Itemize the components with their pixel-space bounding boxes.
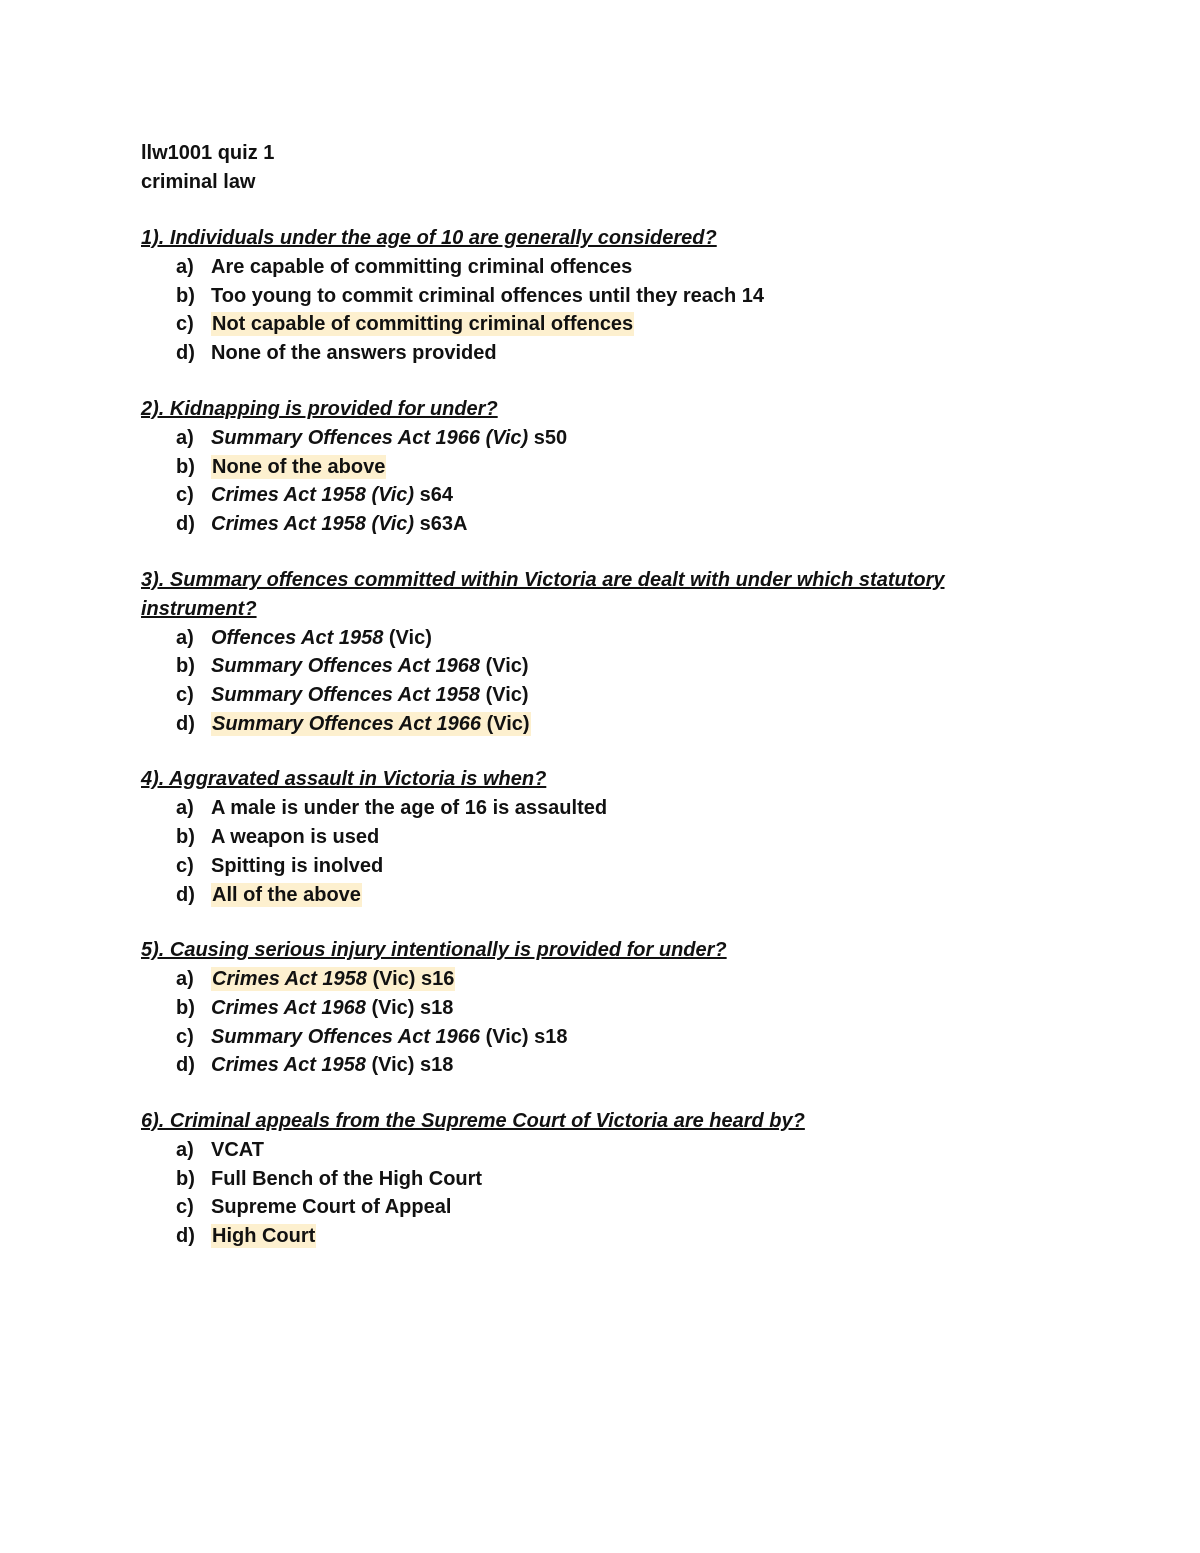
option-item [141,253,1041,282]
option-item [141,652,1041,681]
question-text: 1). Individuals under the age of 10 are generally considered? [141,227,717,249]
spacer [141,909,1041,936]
option-item [141,481,1041,510]
option-text-wrap [211,826,379,848]
question-text: 6). Criminal appeals from the Supreme Court of Victoria are heard by? [141,1110,805,1133]
option-text: A weapon is used [211,826,380,849]
spacer [141,197,1041,224]
option-text: All of the above [212,883,361,906]
option-text-wrap [211,627,432,649]
option-list [141,794,1041,909]
option-letter: b) [176,455,195,478]
option-item [141,453,1041,482]
option-item [141,624,1041,653]
option-item [141,1023,1041,1052]
correct-answer-highlight [211,312,634,336]
option-text: (Vic) [480,655,529,678]
option-letter: b) [176,1167,195,1190]
option-text: (Vic) [481,712,530,735]
option-letter: a) [176,1139,194,1162]
spacer [141,1080,1041,1107]
option-letter: a) [176,968,194,991]
option-text: High Court [212,1225,316,1248]
option-item [141,510,1041,539]
act-name: Summary Offences Act 1966 [211,1025,481,1048]
option-item [141,310,1041,339]
option-text: (Vic) s18 [365,996,454,1019]
option-letter: a) [176,626,194,649]
option-item [141,1193,1041,1222]
document-subtitle: criminal law [141,171,256,193]
act-name: Crimes Act 1958 [211,1054,366,1077]
option-letter: d) [176,512,195,535]
option-text-wrap [211,684,529,706]
option-item [141,994,1041,1023]
option-text: None of the answers provided [211,342,497,365]
act-name: Crimes Act 1958 (Vic) [211,484,415,507]
option-letter: c) [176,1196,194,1219]
option-letter: b) [176,826,195,849]
option-item [141,282,1041,311]
option-text: s63A [414,512,468,535]
option-item [141,710,1041,739]
option-text: s64 [414,484,453,507]
act-name: Summary Offences Act 1968 [211,655,481,678]
question-block [141,936,1041,1107]
option-letter: d) [176,1225,195,1248]
question-block [141,1107,1041,1251]
option-letter: c) [176,1025,194,1048]
option-item [141,852,1041,881]
question-block [141,566,1041,766]
option-item [141,794,1041,823]
option-text: (Vic) s18 [480,1025,568,1048]
option-letter: d) [176,712,195,735]
option-item [141,339,1041,368]
option-text: Not capable of committing criminal offences [212,313,634,336]
option-text: Full Bench of the High Court [211,1167,483,1190]
option-item [141,965,1041,994]
option-text-wrap [211,797,607,819]
option-letter: c) [176,484,194,507]
option-text: None of the above [212,455,386,478]
option-text-wrap [211,256,632,278]
option-item [141,1136,1041,1165]
option-letter: a) [176,426,194,449]
correct-answer-highlight [211,455,386,479]
option-text-wrap [211,342,497,364]
act-name: Crimes Act 1968 [211,996,366,1019]
option-text-wrap [211,855,383,877]
option-text: (Vic) [480,684,529,707]
option-text: (Vic) s18 [365,1054,454,1077]
option-item [141,823,1041,852]
option-list [141,253,1041,368]
option-text: s50 [528,426,568,449]
option-list [141,1136,1041,1251]
option-item [141,1165,1041,1194]
option-list [141,624,1041,739]
option-item [141,881,1041,910]
act-name: Summary Offences Act 1958 [211,684,481,707]
option-text-wrap [211,513,467,535]
option-letter: c) [176,854,194,877]
option-text-wrap [211,1168,482,1190]
option-text-wrap [211,1026,568,1048]
option-text: Are capable of committing criminal offences [211,256,633,278]
option-letter: c) [176,313,194,336]
spacer [141,368,1041,395]
option-text: A male is under the age of 16 is assaulted [211,797,608,820]
question-block [141,224,1041,395]
question-text: 3). Summary offences committed within Victoria are dealt with under which statutory instrument? [141,568,945,620]
correct-answer-highlight [211,883,362,907]
option-text-wrap [211,655,529,677]
spacer [141,539,1041,566]
question-text: 4). Aggravated assault in Victoria is when? [141,768,547,791]
option-text: VCAT [211,1139,264,1162]
option-letter: a) [176,797,194,820]
option-text-wrap [211,427,567,449]
option-letter: a) [176,256,194,278]
option-text-wrap [211,484,453,506]
act-name: Crimes Act 1958 [212,968,367,991]
document-title: llw1001 quiz 1 [141,142,275,164]
option-text-wrap [211,285,764,307]
act-name: Offences Act 1958 [211,626,384,649]
option-letter: d) [176,883,195,906]
option-text-wrap [211,1054,453,1076]
option-text: (Vic) [383,626,432,649]
option-list [141,965,1041,1080]
option-letter: d) [176,342,195,365]
option-text-wrap [211,1139,264,1161]
option-item [141,1222,1041,1251]
option-list [141,424,1041,539]
option-text: (Vic) s16 [366,968,455,991]
option-text: Spitting is inolved [211,854,384,877]
option-letter: b) [176,284,195,307]
correct-answer-highlight [211,712,531,736]
option-letter: b) [176,996,195,1019]
option-item [141,1051,1041,1080]
act-name: Summary Offences Act 1966 (Vic) [211,426,529,449]
option-letter: c) [176,684,194,707]
option-text-wrap [211,1196,451,1218]
question-text: 5). Causing serious injury intentionally is provided for under? [141,939,727,962]
option-item [141,681,1041,710]
act-name: Crimes Act 1958 (Vic) [211,512,415,535]
question-block [141,395,1041,566]
spacer [141,738,1041,765]
option-text: Supreme Court of Appeal [211,1196,452,1219]
document-content [141,139,1041,1251]
option-item [141,424,1041,453]
option-text-wrap [211,997,453,1019]
act-name: Summary Offences Act 1966 [212,712,482,735]
option-letter: d) [176,1054,195,1077]
option-text: Too young to commit criminal offences until they reach 14 [211,284,765,307]
correct-answer-highlight [211,1224,316,1248]
option-letter: b) [176,655,195,678]
correct-answer-highlight [211,967,455,991]
question-block [141,765,1041,936]
question-list [141,224,1041,1251]
question-text: 2). Kidnapping is provided for under? [141,397,498,420]
